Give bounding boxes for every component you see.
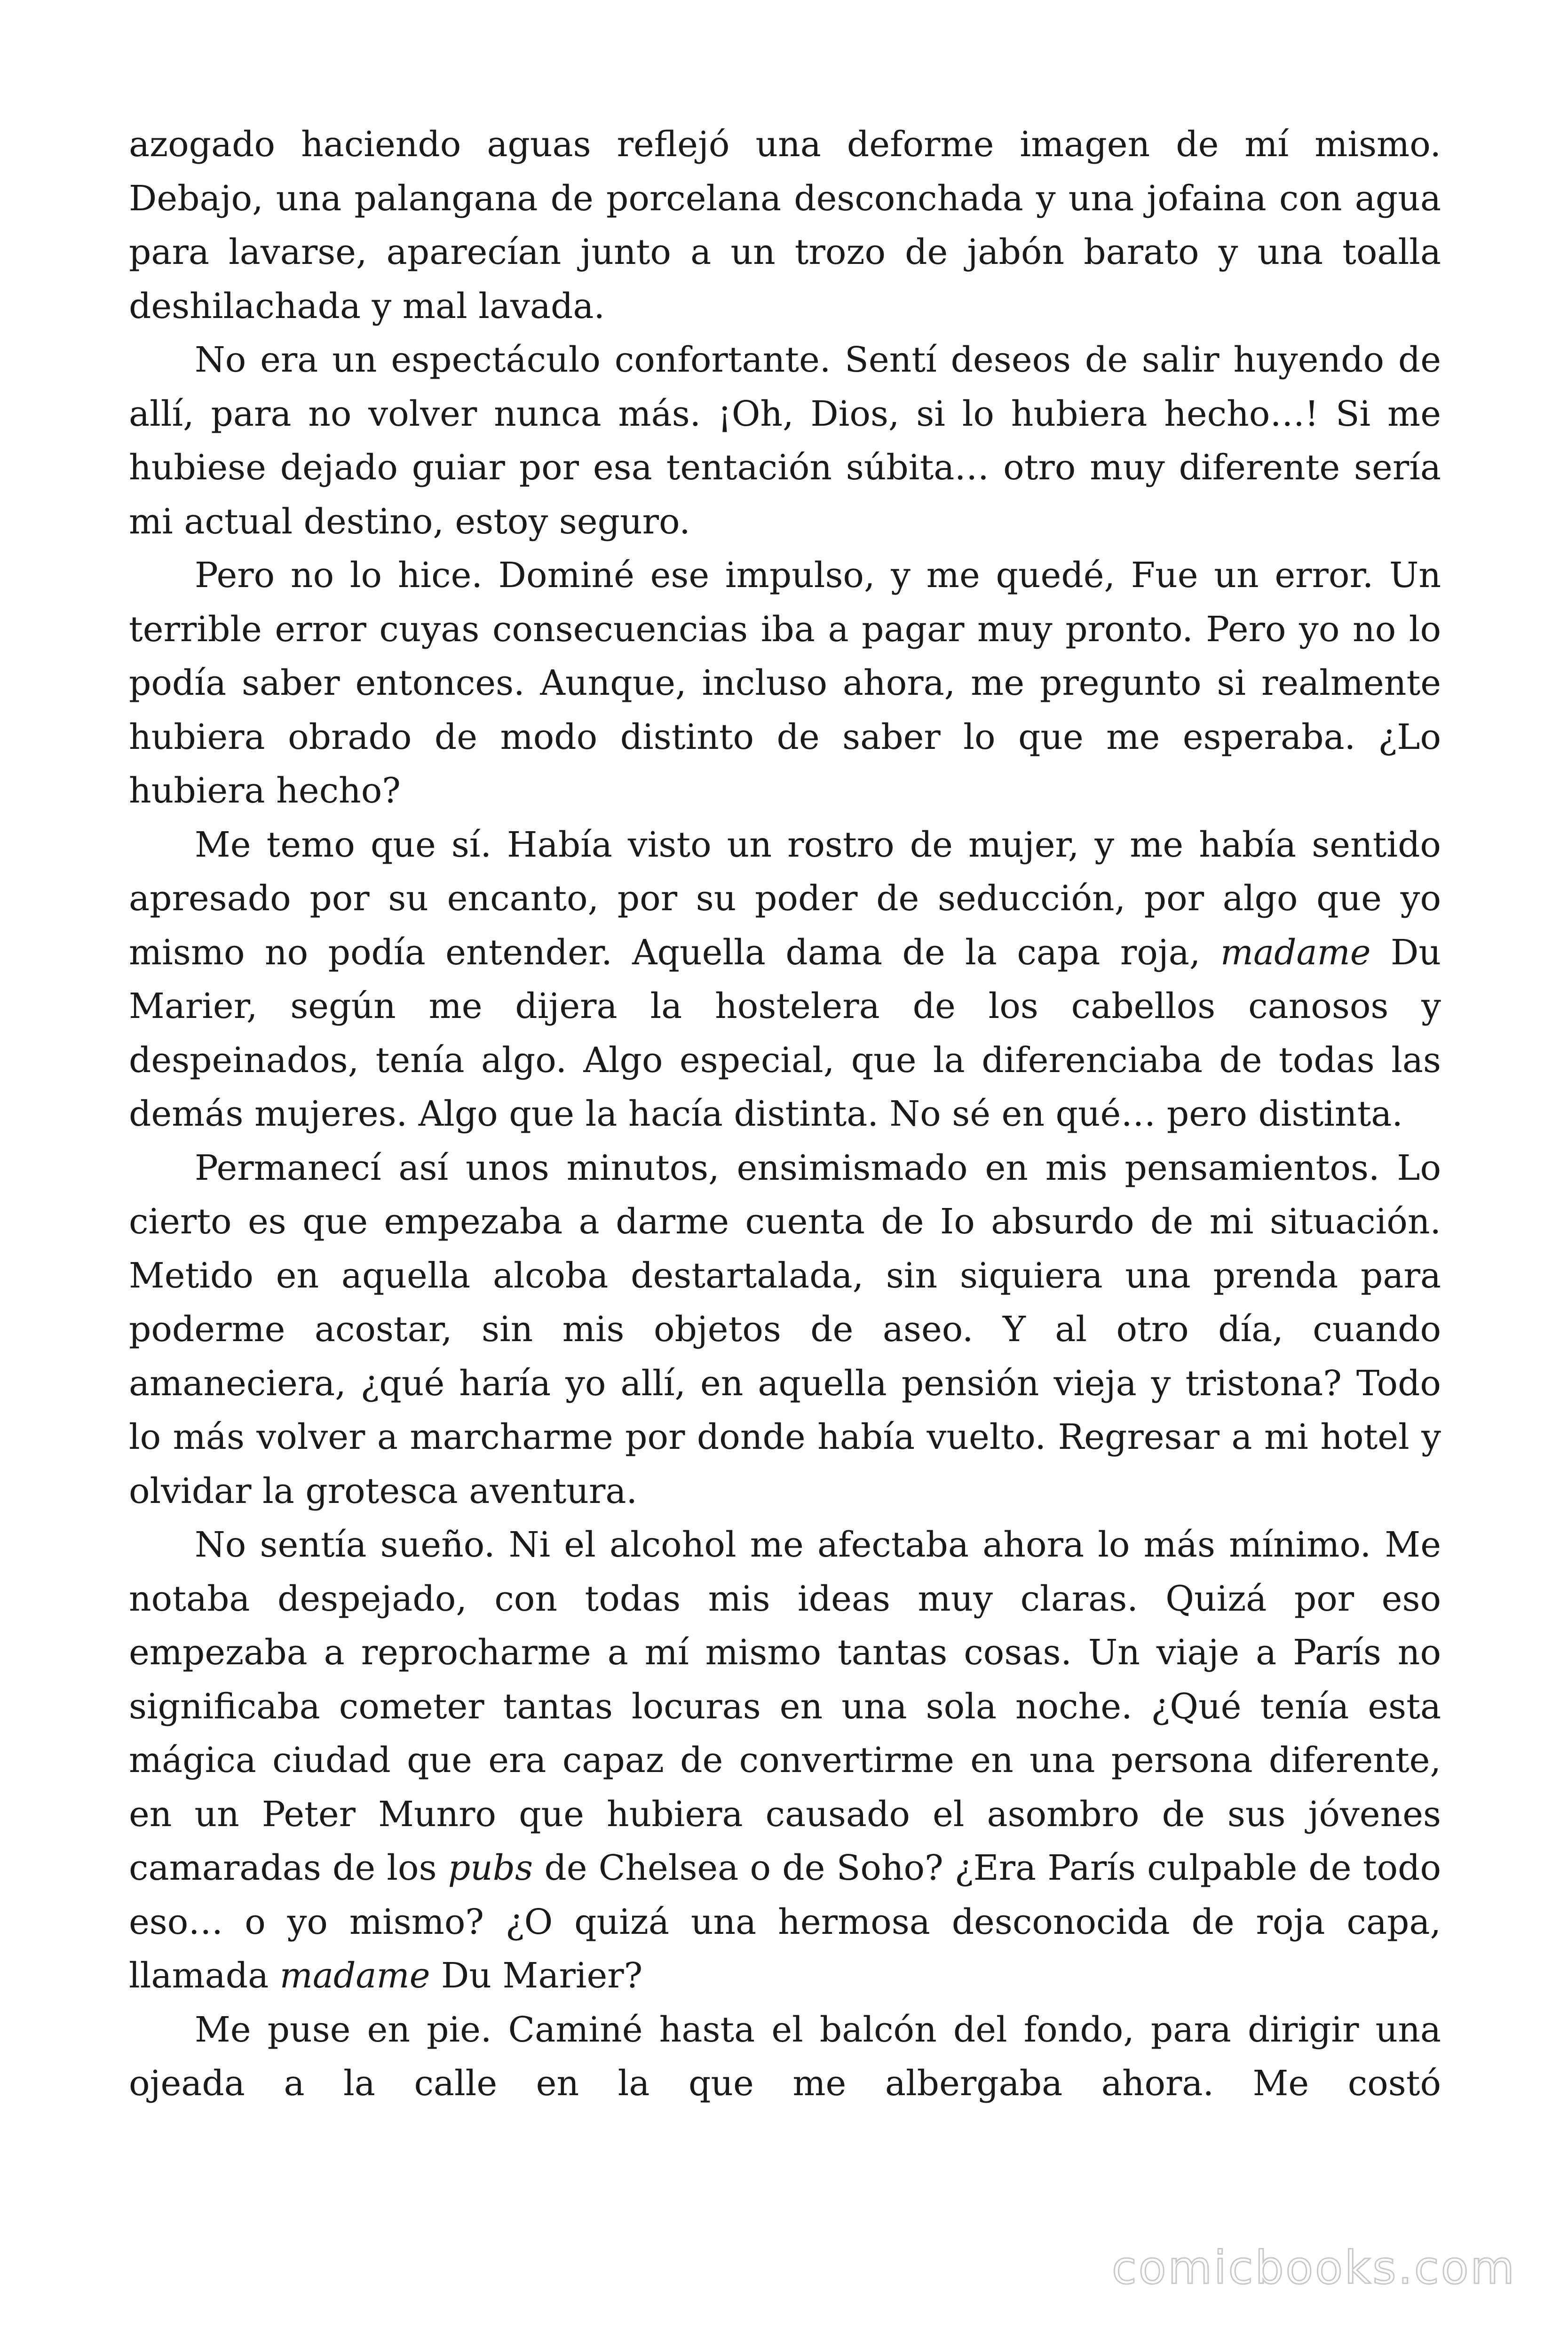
italic-text: madame xyxy=(279,1955,430,1996)
text-run: No era un espectáculo confortante. Sentí deseos de salir huyendo de allí, para no volver nunca más. ¡Oh, Dios, si lo hubiera hecho…! Si me hubiese dejado guiar por esa tentación súbita… otro muy diferente sería mi actual destino, estoy seguro. xyxy=(129,340,1441,542)
italic-text: pubs xyxy=(448,1848,533,1888)
paragraph xyxy=(129,333,1441,548)
text-run: azogado haciendo aguas reflejó una deforme imagen de mí mismo. Debajo, una palangana de porcelana desconchada y una jofaina con agua para lavarse, aparecían junto a un trozo de jabón barato y una toalla deshilachada y mal lavada. xyxy=(129,124,1441,326)
text-run: No sentía sueño. Ni el alcohol me afectaba ahora lo más mínimo. Me notaba despejado, con todas mis ideas muy claras. Quizá por eso empezaba a reprocharme a mí mismo tantas cosas. Un viaje a París no significaba cometer tantas locuras en una sola noche. ¿Qué tenía esta mágica ciudad que era capaz de convertirme en una persona diferente, en un Peter Munro que hubiera causado el asombro de sus jóvenes camaradas de los xyxy=(129,1525,1441,1888)
text-run: Pero no lo hice. Dominé ese impulso, y me quedé, Fue un error. Un terrible error cuyas consecuencias iba a pagar muy pronto. Pero yo no lo podía saber entonces. Aunque, incluso ahora, me pregunto si realmente hubiera obrado de modo distinto de saber lo que me esperaba. ¿Lo hubiera hecho? xyxy=(129,555,1441,811)
text-run: de Chelsea o de Soho? ¿Era París culpable de todo eso… o yo mismo? ¿O quizá una hermosa desconocida de roja capa, llamada xyxy=(129,1848,1441,1996)
watermark: comicbooks.com xyxy=(1111,2241,1516,2294)
text-run: Du Marier, según me dijera la hostelera de los cabellos canosos y despeinados, tenía algo. Algo especial, que la diferenciaba de todas las demás mujeres. Algo que la hacía distinta. No sé en qué… pero distinta. xyxy=(129,932,1441,1134)
paragraph xyxy=(129,548,1441,818)
text-run: Du Marier? xyxy=(430,1955,643,1996)
paragraph xyxy=(129,118,1441,333)
text-run: Permanecí así unos minutos, ensimismado en mis pensamientos. Lo cierto es que empezaba a darme cuenta de Io absurdo de mi situación. Metido en aquella alcoba destartalada, sin siquiera una prenda para poderme acostar, sin mis objetos de aseo. Y al otro día, cuando amaneciera, ¿qué haría yo allí, en aquella pensión vieja y tristona? Todo lo más volver a marcharme por donde había vuelto. Regresar a mi hotel y olvidar la grotesca aventura. xyxy=(129,1147,1441,1511)
italic-text: madame xyxy=(1220,932,1371,973)
text-run: Me temo que sí. Había visto un rostro de mujer, y me había sentido apresado por su encanto, por su poder de seducción, por algo que yo mismo no podía entender. Aquella dama de la capa roja, xyxy=(129,824,1441,973)
text-run: Me puse en pie. Caminé hasta el balcón del fondo, para dirigir una ojeada a la calle en la que me albergaba ahora. Me costó xyxy=(129,2009,1441,2104)
paragraph xyxy=(129,1518,1441,2003)
paragraph xyxy=(129,2003,1441,2111)
book-page-text xyxy=(129,118,1441,2111)
paragraph xyxy=(129,1141,1441,1518)
paragraph xyxy=(129,818,1441,1141)
